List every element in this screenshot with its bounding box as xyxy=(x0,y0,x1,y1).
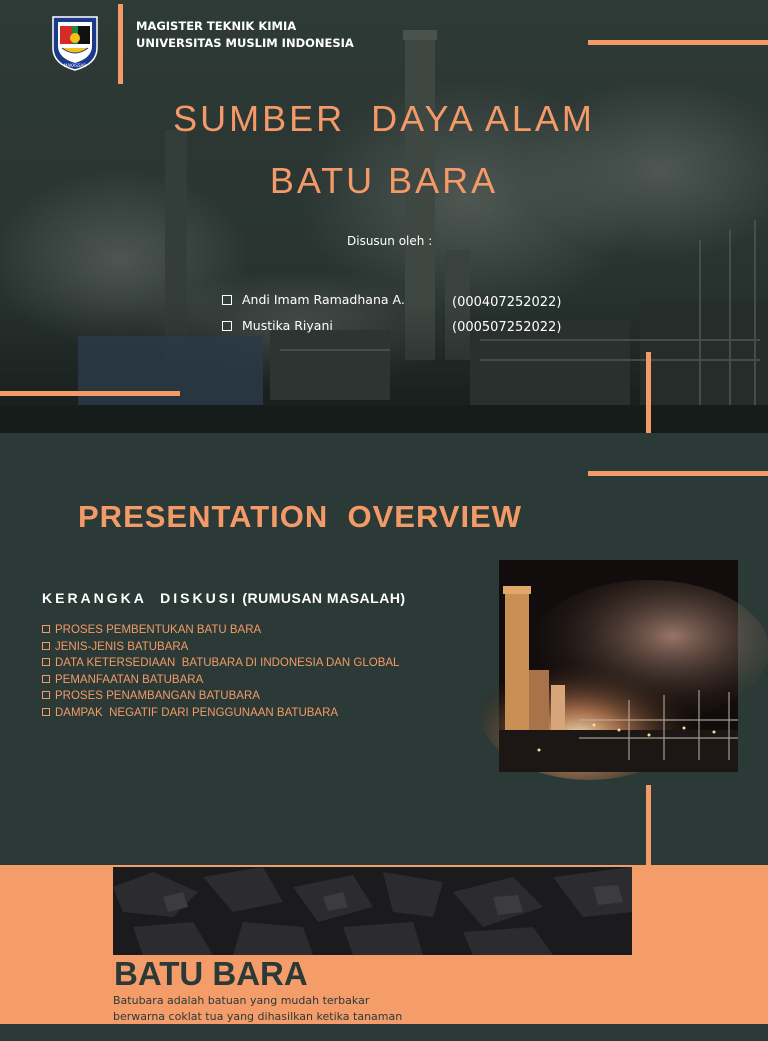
cover-title-line1: SUMBER DAYA ALAM xyxy=(173,98,595,139)
author-id: (000507252022) xyxy=(452,320,562,335)
cover-title-line2: BATU BARA xyxy=(269,160,499,201)
checkbox-bullet-icon xyxy=(42,642,50,650)
list-item: PROSES PEMBENTUKAN BATU BARA xyxy=(42,623,399,640)
checkbox-bullet-icon xyxy=(222,295,232,305)
topic-list xyxy=(42,623,399,722)
coal-photo xyxy=(113,867,632,955)
checkbox-bullet-icon xyxy=(42,675,50,683)
coal-description: Batubara adalah batuan yang mudah terbakar berwarna coklat tua yang dihasilkan ketika tanaman darat dan air xyxy=(113,994,403,1039)
prepared-by-label: Disusun oleh : xyxy=(347,234,433,248)
framework-heading-sub: (RUMUSAN MASALAH) xyxy=(237,590,406,606)
author-name: Andi Imam Ramadhana A. xyxy=(242,292,405,307)
institution-line1: MAGISTER TEKNIK KIMIA xyxy=(136,19,297,33)
coal-title: BATU BARA xyxy=(114,955,308,992)
accent-line-bottom-left xyxy=(0,391,180,396)
list-item: JENIS-JENIS BATUBARA xyxy=(42,640,399,657)
list-item: PROSES PENAMBANGAN BATUBARA xyxy=(42,689,399,706)
checkbox-bullet-icon xyxy=(222,321,232,331)
overview-title: PRESENTATION OVERVIEW xyxy=(78,499,522,534)
author-id: (000407252022) xyxy=(452,295,562,310)
author-item xyxy=(222,292,405,307)
logo-text: MAKASSAR xyxy=(63,63,87,68)
accent-line-bottom-right xyxy=(646,352,651,433)
list-item: PEMANFAATAN BATUBARA xyxy=(42,673,399,690)
institution-line2: UNIVERSITAS MUSLIM INDONESIA xyxy=(136,36,354,50)
cover-slide xyxy=(0,0,768,433)
checkbox-bullet-icon xyxy=(42,625,50,633)
framework-heading xyxy=(42,590,406,606)
institution-header xyxy=(136,18,354,52)
list-item: DATA KETERSEDIAAN BATUBARA DI INDONESIA DAN GLOBAL xyxy=(42,656,399,673)
accent-line-top-right xyxy=(588,40,768,45)
accent-line-vertical xyxy=(118,4,123,84)
list-item: DAMPAK NEGATIF DARI PENGGUNAAN BATUBARA xyxy=(42,706,399,723)
checkbox-bullet-icon xyxy=(42,708,50,716)
coal-slide xyxy=(0,865,768,1039)
overview-slide xyxy=(0,433,768,865)
accent-line-top-right xyxy=(588,471,768,476)
university-logo xyxy=(50,14,100,72)
framework-heading-main: KERANGKA DISKUSI xyxy=(42,590,238,606)
accent-line-bottom-right xyxy=(646,785,651,865)
power-plant-photo xyxy=(499,560,738,772)
checkbox-bullet-icon xyxy=(42,658,50,666)
author-item xyxy=(222,318,333,333)
factory-background-image xyxy=(0,0,768,433)
author-name: Mustika Riyani xyxy=(242,318,333,333)
checkbox-bullet-icon xyxy=(42,691,50,699)
